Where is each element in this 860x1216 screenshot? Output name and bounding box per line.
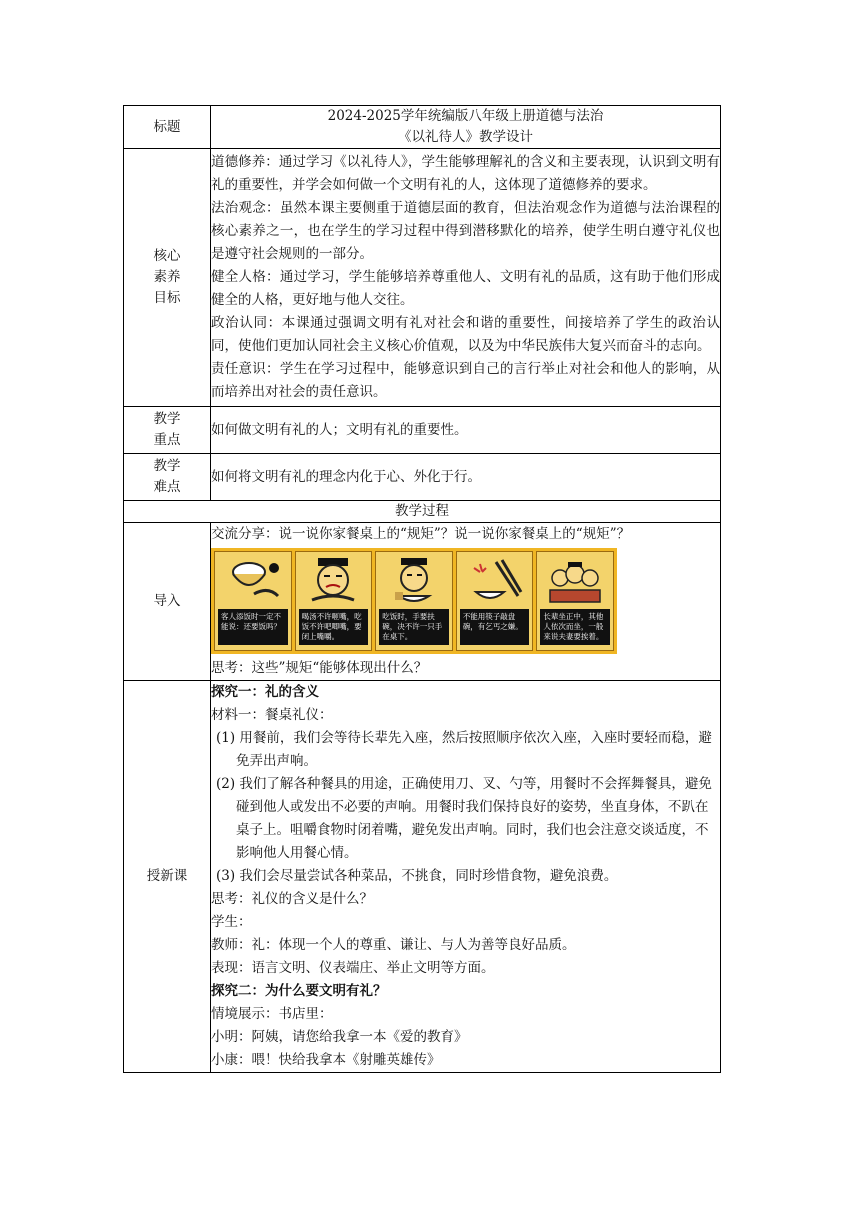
goal-law: 法治观念：虽然本课主要侧重于道德层面的教育，但法治观念作为道德与法治课程的核心素养之一，也在学生的学习过程中得到潜移默化的培养，使学生明白遵守礼仪也是遵守社会规则的一部分。	[211, 200, 720, 262]
key-point-text: 如何做文明有礼的人；文明有礼的重要性。	[211, 407, 721, 454]
core-literacy-label	[124, 149, 211, 407]
explore-1-title: 探究一：礼的含义	[211, 684, 319, 700]
title-line-2: 《以礼待人》教学设计	[398, 129, 533, 145]
item-2-text: 我们了解各种餐具的用途，正确使用刀、叉、勺等，用餐时不会挥舞餐具，避免碰到他人或发出不必要的声响。用餐时我们保持良好的姿势，坐直身体，不趴在桌子上。咀嚼食物时闭着嘴，避免发出声响。同时，我们也会注意交谈适度，不影响他人用餐心情。	[236, 776, 712, 861]
intro-prompt: 交流分享：说一说你家餐桌上的“规矩”？说一说你家餐桌上的“规矩”？	[211, 526, 631, 542]
core-literacy-row	[124, 149, 721, 407]
difficulty-label	[124, 454, 211, 501]
core-label-line-1: 核心	[153, 248, 181, 264]
item-2-num: (2)	[216, 776, 236, 792]
core-label-line-2: 素养	[153, 269, 181, 285]
item-1-text: 用餐前，我们会等待长辈先入座，然后按照顺序依次入座，入座时要轻而稳，避免弄出声响。	[236, 730, 712, 769]
key-label-line-1: 教学	[153, 411, 181, 427]
item-3-num: (3)	[216, 868, 236, 884]
core-label-line-3: 目标	[153, 290, 181, 306]
dining-panel-1	[214, 551, 292, 651]
goal-political: 政治认同：本课通过强调文明有礼对社会和谐的重要性，间接培养了学生的政治认同，使他们更加认同社会主义核心价值观，以及为中华民族伟大复兴而奋斗的志向。	[211, 315, 720, 354]
key-label-line-2: 重点	[153, 432, 181, 448]
title-label: 标题	[124, 106, 211, 149]
intro-content	[211, 523, 721, 681]
teacher-line: 教师：礼：体现一个人的尊重、谦让、与人为善等良好品质。	[211, 937, 576, 953]
title-line-1: 2024-2025学年统编版八年级上册道德与法治	[327, 108, 604, 124]
new-lesson-label: 授新课	[124, 681, 211, 1073]
etiquette-item-3	[211, 865, 720, 888]
explore-2-title: 探究二：为什么要文明有礼？	[211, 983, 387, 999]
student-line: 学生：	[211, 914, 252, 930]
xiaokang-line: 小康：喂！快给我拿本《射雕英雄传》	[211, 1052, 441, 1068]
difficulty-label-line-1: 教学	[153, 458, 181, 474]
rice-bowl-icon	[224, 556, 282, 608]
difficulty-text: 如何将文明有礼的理念内化于心、外化于行。	[211, 454, 721, 501]
panel-caption-3: 吃饭时，手要扶碗，决不许一只手在桌下。	[379, 609, 449, 645]
core-literacy-content	[211, 149, 721, 407]
title-cell	[211, 106, 721, 149]
dining-panel-2	[295, 551, 373, 651]
material-1: 材料一：餐桌礼仪：	[211, 707, 333, 723]
lesson-plan-table	[123, 105, 721, 1073]
intro-row	[124, 523, 721, 681]
etiquette-item-1	[211, 727, 720, 773]
hold-bowl-icon	[385, 556, 443, 608]
eating-man-icon	[304, 556, 362, 608]
chopsticks-bowl-icon	[466, 556, 524, 608]
dining-panel-4	[456, 551, 534, 651]
difficulty-label-line-2: 难点	[153, 479, 181, 495]
panel-caption-2: 喝汤不许咂嘴，吃饭不许吧唧嘴，要闭上嘴嚼。	[299, 609, 369, 645]
item-3-text: 我们会尽量尝试各种菜品，不挑食，同时珍惜食物，避免浪费。	[239, 868, 618, 884]
dining-panel-5	[536, 551, 614, 651]
item-1-num: (1)	[216, 730, 236, 746]
think-meaning: 思考：礼仪的含义是什么？	[211, 891, 373, 907]
key-point-row	[124, 407, 721, 454]
new-lesson-content	[211, 681, 721, 1073]
panel-caption-4: 不能用筷子敲盘碗，有乞丐之嫌。	[460, 609, 530, 645]
key-point-label	[124, 407, 211, 454]
dining-panel-3	[375, 551, 453, 651]
difficulty-row	[124, 454, 721, 501]
panel-caption-5: 长辈坐正中，其他人依次而坐，一般来说夫妻要挨着。	[540, 609, 610, 645]
xiaoming-line: 小明：阿姨，请您给我拿一本《爱的教育》	[211, 1029, 468, 1045]
panel-caption-1: 客人添饭时一定不能说：还要饭吗？	[218, 609, 288, 645]
intro-think: 思考：这些”规矩“能够体现出什么？	[211, 660, 428, 676]
family-seating-icon	[546, 556, 604, 608]
dining-rules-images	[211, 548, 617, 654]
process-heading: 教学过程	[124, 501, 721, 523]
goal-responsibility: 责任意识：学生在学习过程中，能够意识到自己的言行举止对社会和他人的影响，从而培养出对社会的责任意识。	[211, 361, 720, 400]
process-heading-row	[124, 501, 721, 523]
title-row	[124, 106, 721, 149]
new-lesson-row	[124, 681, 721, 1073]
goal-personality: 健全人格：通过学习，学生能够培养尊重他人、文明有礼的品质，这有助于他们形成健全的人格，更好地与他人交往。	[211, 269, 720, 308]
goal-moral: 道德修养：通过学习《以礼待人》，学生能够理解礼的含义和主要表现，认识到文明有礼的重要性，并学会如何做一个文明有礼的人，这体现了道德修养的要求。	[211, 154, 720, 193]
scene-line: 情境展示：书店里：	[211, 1006, 333, 1022]
manifestation-line: 表现：语言文明、仪表端庄、举止文明等方面。	[211, 960, 495, 976]
intro-label: 导入	[124, 523, 211, 681]
etiquette-item-2	[211, 773, 720, 865]
